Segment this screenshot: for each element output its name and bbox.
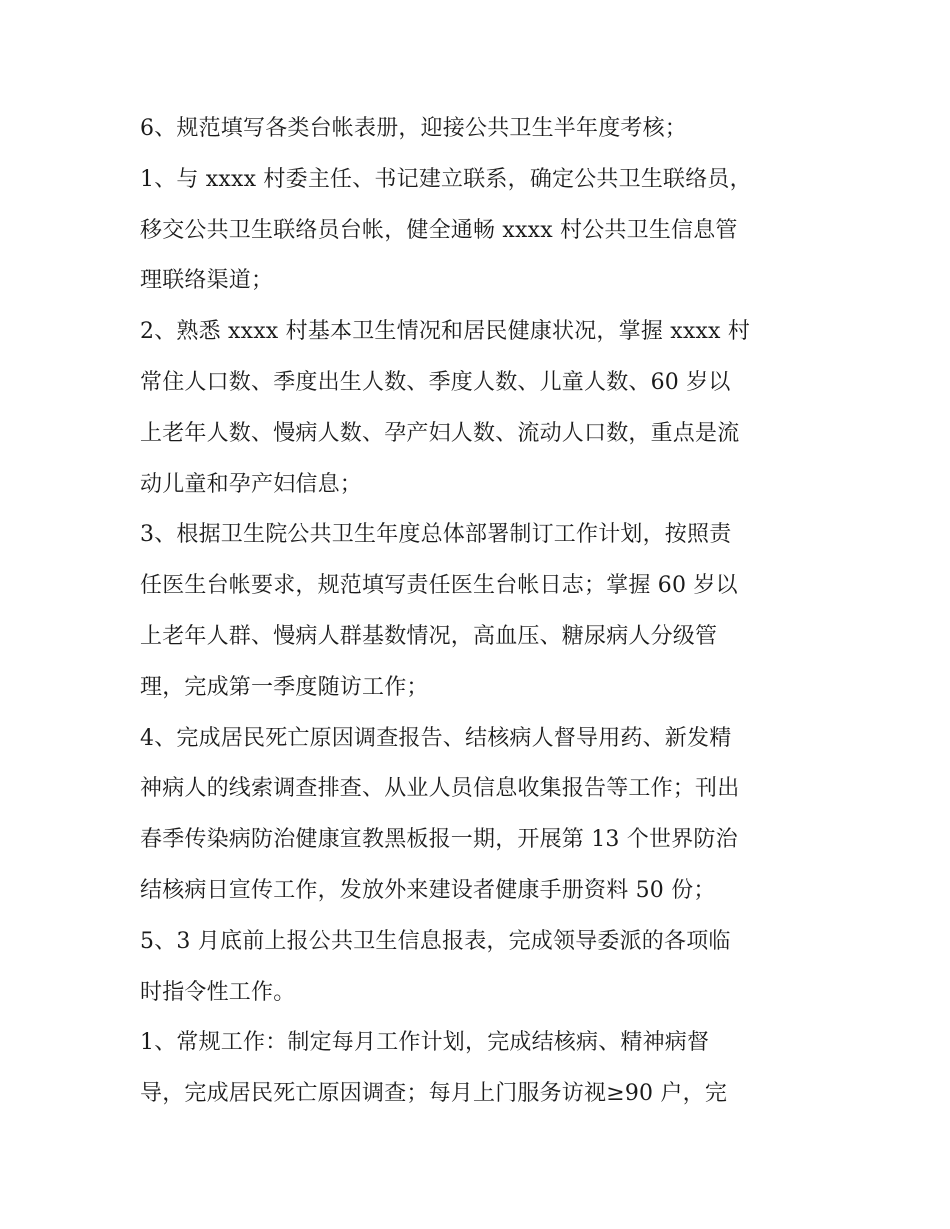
text-line: 6、规范填写各类台帐表册，迎接公共卫生半年度考核；: [140, 116, 687, 141]
text-line: 神病人的线索调查排查、从业人员信息收集报告等工作；刊出: [140, 776, 740, 801]
text-line: 3、根据卫生院公共卫生年度总体部署制订工作计划，按照责: [140, 522, 732, 547]
text-line: 理联络渠道；: [140, 268, 274, 293]
text-line: 2、熟悉 xxxx 村基本卫生情况和居民健康状况，掌握 xxxx 村: [140, 319, 751, 344]
text-line: 移交公共卫生联络员台帐，健全通畅 xxxx 村公共卫生信息管: [140, 218, 738, 243]
text-line: 任医生台帐要求，规范填写责任医生台帐日志；掌握 60 岁以: [140, 573, 738, 598]
text-line: 理，完成第一季度随访工作；: [140, 675, 429, 700]
text-line: 上老年人群、慢病人群基数情况，高血压、糖尿病人分级管: [140, 624, 718, 649]
text-line: 春季传染病防治健康宣教黑板报一期，开展第 13 个世界防治: [140, 827, 738, 852]
text-line: 5、3 月底前上报公共卫生信息报表，完成领导委派的各项临: [140, 929, 731, 954]
text-line: 时指令性工作。: [140, 980, 296, 1005]
text-line: 常住人口数、季度出生人数、季度人数、儿童人数、60 岁以: [140, 370, 731, 395]
text-line: 导，完成居民死亡原因调查；每月上门服务访视≥90 户，完: [140, 1081, 728, 1106]
text-line: 上老年人数、慢病人数、孕产妇人数、流动人口数，重点是流: [140, 421, 740, 446]
text-line: 结核病日宣传工作，发放外来建设者健康手册资料 50 份；: [140, 878, 716, 903]
text-line: 1、常规工作：制定每月工作计划，完成结核病、精神病督: [140, 1030, 710, 1055]
text-line: 1、与 xxxx 村委主任、书记建立联系，确定公共卫生联络员，: [140, 167, 752, 192]
text-line: 动儿童和孕产妇信息；: [140, 472, 363, 497]
text-line: 4、完成居民死亡原因调查报告、结核病人督导用药、新发精: [140, 726, 732, 751]
